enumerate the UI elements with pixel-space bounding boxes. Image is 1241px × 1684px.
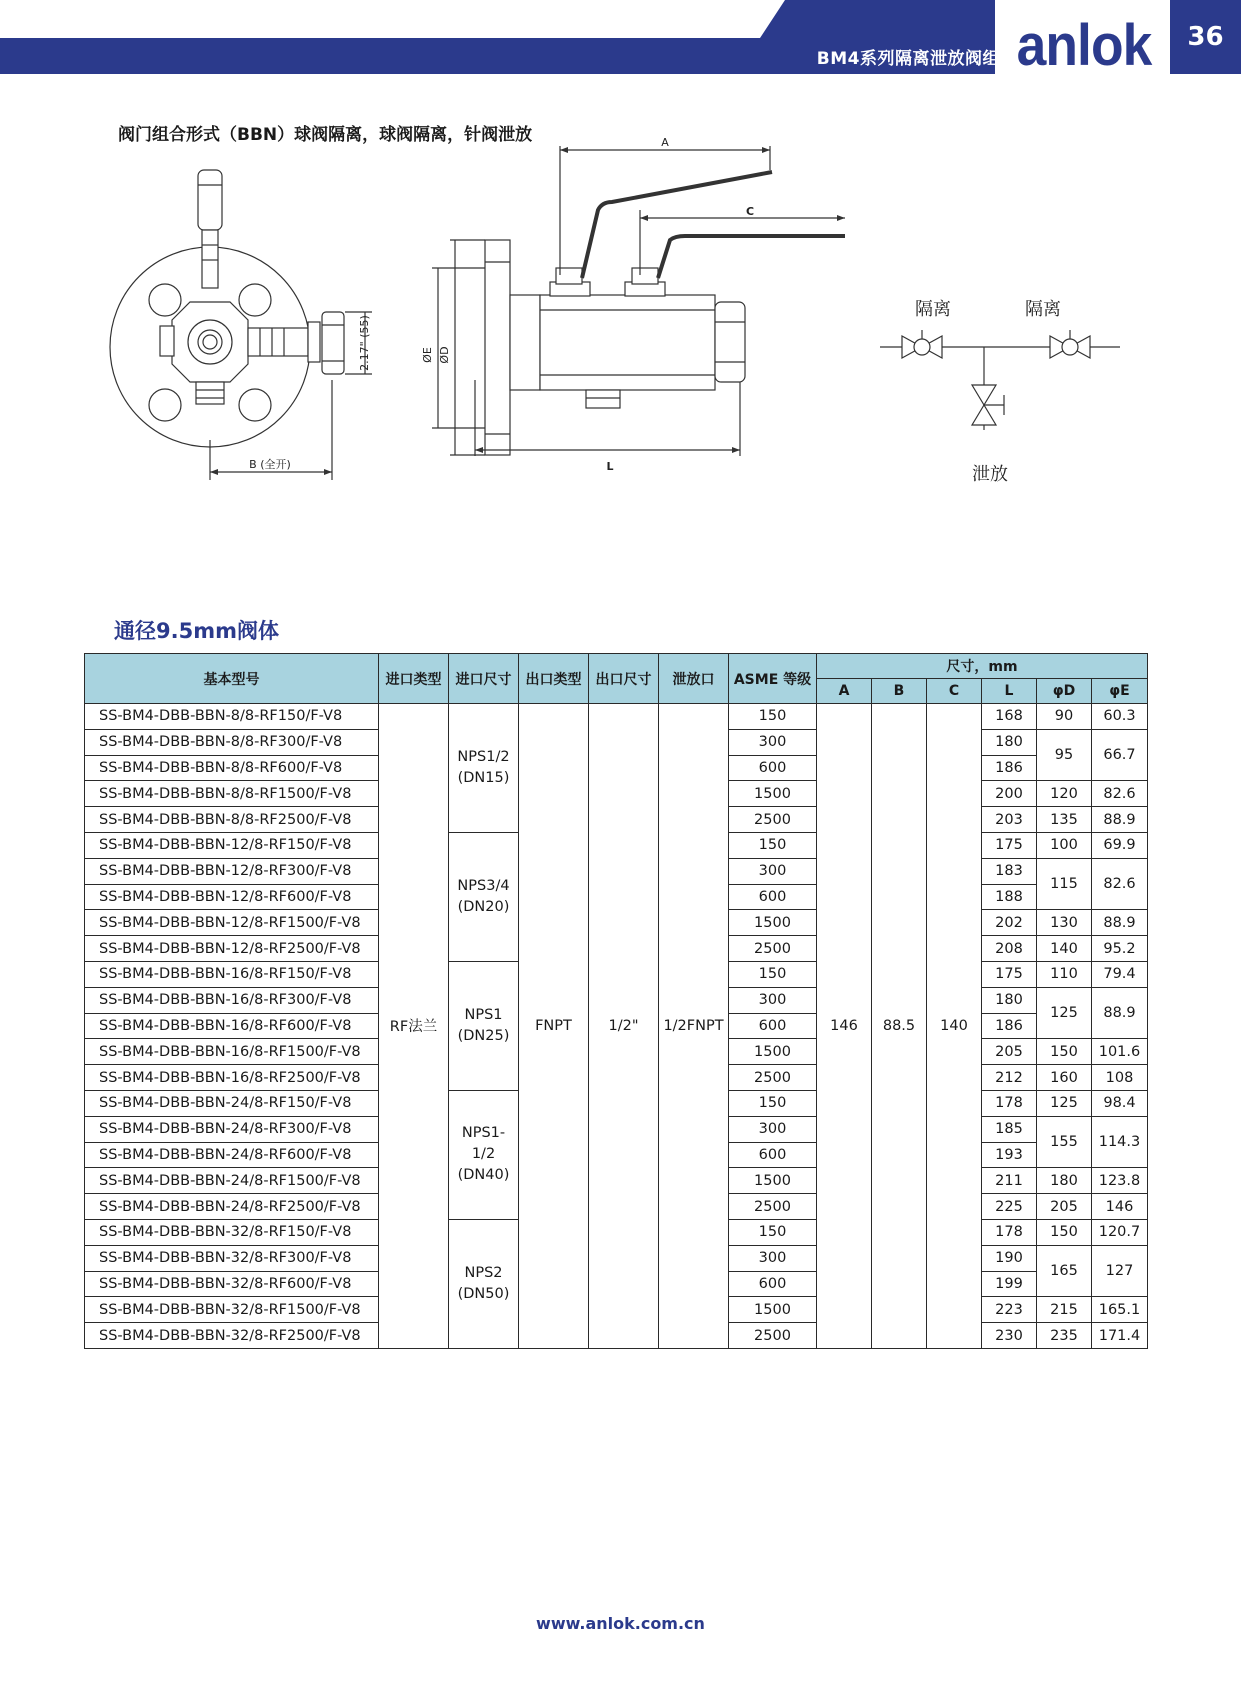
header-a: A [817, 679, 872, 704]
isolation-left-label: 隔离 [915, 299, 951, 320]
dim-l-cell: 211 [982, 1168, 1037, 1194]
dim-d-cell: 125 [1037, 987, 1092, 1039]
dim-l-cell: 199 [982, 1271, 1037, 1297]
dim-e-label: ØE [421, 347, 434, 363]
dim-e-cell: 69.9 [1092, 832, 1148, 858]
model-cell: SS-BM4-DBB-BBN-8/8-RF2500/F-V8 [85, 807, 379, 833]
dim-d-cell: 130 [1037, 910, 1092, 936]
asme-cell: 150 [729, 704, 817, 730]
header-c: C [927, 679, 982, 704]
model-cell: SS-BM4-DBB-BBN-16/8-RF2500/F-V8 [85, 1065, 379, 1091]
model-cell: SS-BM4-DBB-BBN-12/8-RF150/F-V8 [85, 832, 379, 858]
dim-e-cell: 60.3 [1092, 704, 1148, 730]
section-title: 阀门组合形式（BBN）球阀隔离，球阀隔离，针阀泄放 [118, 125, 533, 145]
model-cell: SS-BM4-DBB-BBN-12/8-RF300/F-V8 [85, 858, 379, 884]
dim-l-cell: 190 [982, 1245, 1037, 1271]
dim-e-cell: 114.3 [1092, 1116, 1148, 1168]
model-cell: SS-BM4-DBB-BBN-8/8-RF150/F-V8 [85, 704, 379, 730]
dim-d-cell: 150 [1037, 1039, 1092, 1065]
model-cell: SS-BM4-DBB-BBN-8/8-RF600/F-V8 [85, 755, 379, 781]
dim-e-cell: 120.7 [1092, 1219, 1148, 1245]
asme-cell: 600 [729, 1142, 817, 1168]
header-dims: 尺寸，mm [817, 654, 1148, 679]
asme-cell: 600 [729, 1271, 817, 1297]
asme-cell: 300 [729, 987, 817, 1013]
inlet-size-cell: NPS1 (DN25) [449, 961, 519, 1090]
model-cell: SS-BM4-DBB-BBN-24/8-RF2500/F-V8 [85, 1194, 379, 1220]
header-b: B [872, 679, 927, 704]
dim-d-cell: 165 [1037, 1245, 1092, 1297]
dim-b-cell: 88.5 [872, 704, 927, 1349]
dim-l-cell: 203 [982, 807, 1037, 833]
dim-b-label: B (全开) [249, 458, 291, 471]
model-cell: SS-BM4-DBB-BBN-16/8-RF150/F-V8 [85, 961, 379, 987]
header-asme: ASME 等级 [729, 654, 817, 704]
header-outlet-size: 出口尺寸 [589, 654, 659, 704]
dim-l-cell: 188 [982, 884, 1037, 910]
header-outlet-type: 出口类型 [519, 654, 589, 704]
dim-l-cell: 175 [982, 832, 1037, 858]
dim-l-cell: 178 [982, 1090, 1037, 1116]
inlet-size-cell: NPS2 (DN50) [449, 1219, 519, 1348]
model-cell: SS-BM4-DBB-BBN-16/8-RF600/F-V8 [85, 1013, 379, 1039]
model-cell: SS-BM4-DBB-BBN-12/8-RF1500/F-V8 [85, 910, 379, 936]
model-cell: SS-BM4-DBB-BBN-24/8-RF600/F-V8 [85, 1142, 379, 1168]
header-l: L [982, 679, 1037, 704]
dim-a-label: A [661, 136, 669, 149]
dim-d-cell: 215 [1037, 1297, 1092, 1323]
spec-table-body [85, 704, 1148, 1349]
asme-cell: 150 [729, 1090, 817, 1116]
dim-e-cell: 95.2 [1092, 936, 1148, 962]
header-inlet-size: 进口尺寸 [449, 654, 519, 704]
header-d: φD [1037, 679, 1092, 704]
model-cell: SS-BM4-DBB-BBN-32/8-RF1500/F-V8 [85, 1297, 379, 1323]
inlet-size-cell: NPS3/4 (DN20) [449, 832, 519, 961]
asme-cell: 300 [729, 858, 817, 884]
dim-d-cell: 140 [1037, 936, 1092, 962]
inlet-type-cell: RF法兰 [379, 704, 449, 1349]
dim-e-cell: 66.7 [1092, 729, 1148, 781]
dim-c-cell: 140 [927, 704, 982, 1349]
model-cell: SS-BM4-DBB-BBN-8/8-RF1500/F-V8 [85, 781, 379, 807]
dim-l-cell: 225 [982, 1194, 1037, 1220]
outlet-size-cell: 1/2" [589, 704, 659, 1349]
inlet-size-cell: NPS1/2 (DN15) [449, 704, 519, 833]
dim-l-cell: 178 [982, 1219, 1037, 1245]
dim-l-cell: 202 [982, 910, 1037, 936]
dim-l-cell: 175 [982, 961, 1037, 987]
model-cell: SS-BM4-DBB-BBN-12/8-RF600/F-V8 [85, 884, 379, 910]
dim-l-cell: 168 [982, 704, 1037, 730]
dim-d-cell: 235 [1037, 1323, 1092, 1349]
dim-e-cell: 98.4 [1092, 1090, 1148, 1116]
asme-cell: 1500 [729, 1297, 817, 1323]
dim-e-cell: 88.9 [1092, 807, 1148, 833]
asme-cell: 1500 [729, 781, 817, 807]
asme-cell: 1500 [729, 1168, 817, 1194]
brand-logo: anlok [1016, 13, 1152, 78]
model-cell: SS-BM4-DBB-BBN-32/8-RF2500/F-V8 [85, 1323, 379, 1349]
model-cell: SS-BM4-DBB-BBN-24/8-RF1500/F-V8 [85, 1168, 379, 1194]
dim-d-cell: 90 [1037, 704, 1092, 730]
front-view [110, 170, 344, 447]
dim-e-cell: 165.1 [1092, 1297, 1148, 1323]
dim-l-cell: 193 [982, 1142, 1037, 1168]
model-cell: SS-BM4-DBB-BBN-24/8-RF300/F-V8 [85, 1116, 379, 1142]
asme-cell: 150 [729, 1219, 817, 1245]
subsection-title: 通径9.5mm阀体 [114, 619, 279, 643]
asme-cell: 300 [729, 729, 817, 755]
dim-d-cell: 125 [1037, 1090, 1092, 1116]
dim-d-cell: 95 [1037, 729, 1092, 781]
dim-d-cell: 115 [1037, 858, 1092, 910]
header-vent: 泄放口 [659, 654, 729, 704]
dim-l-cell: 185 [982, 1116, 1037, 1142]
asme-cell: 300 [729, 1116, 817, 1142]
model-cell: SS-BM4-DBB-BBN-32/8-RF150/F-V8 [85, 1219, 379, 1245]
dim-l-cell: 180 [982, 987, 1037, 1013]
dim-e-cell: 171.4 [1092, 1323, 1148, 1349]
dim-l-cell: 183 [982, 858, 1037, 884]
header-inlet-type: 进口类型 [379, 654, 449, 704]
dim-e-cell: 101.6 [1092, 1039, 1148, 1065]
header-e: φE [1092, 679, 1148, 704]
dim-e-cell: 146 [1092, 1194, 1148, 1220]
dim-e-cell: 88.9 [1092, 987, 1148, 1039]
dim-l-cell: 205 [982, 1039, 1037, 1065]
model-cell: SS-BM4-DBB-BBN-24/8-RF150/F-V8 [85, 1090, 379, 1116]
asme-cell: 300 [729, 1245, 817, 1271]
dim-e-cell: 127 [1092, 1245, 1148, 1297]
asme-cell: 1500 [729, 1039, 817, 1065]
dim-e-cell: 108 [1092, 1065, 1148, 1091]
valve-schematic [880, 330, 1120, 430]
dim-e-cell: 123.8 [1092, 1168, 1148, 1194]
dim-c-label: C [745, 205, 755, 218]
dim-d-cell: 150 [1037, 1219, 1092, 1245]
dim-l-label: L [606, 460, 614, 473]
model-cell: SS-BM4-DBB-BBN-16/8-RF300/F-V8 [85, 987, 379, 1013]
footer-url: www.anlok.com.cn [536, 1614, 705, 1633]
asme-cell: 2500 [729, 936, 817, 962]
dim-h-label: 2.17" (55) [358, 315, 371, 371]
dim-l-cell: 186 [982, 1013, 1037, 1039]
asme-cell: 150 [729, 832, 817, 858]
dim-e-cell: 88.9 [1092, 910, 1148, 936]
dim-d-label: ØD [438, 346, 451, 364]
asme-cell: 2500 [729, 1323, 817, 1349]
asme-cell: 150 [729, 961, 817, 987]
dim-d-cell: 160 [1037, 1065, 1092, 1091]
dim-d-cell: 100 [1037, 832, 1092, 858]
dim-e-cell: 79.4 [1092, 961, 1148, 987]
dim-d-cell: 180 [1037, 1168, 1092, 1194]
vent-cell: 1/2FNPT [659, 704, 729, 1349]
side-view [485, 172, 845, 455]
header-model: 基本型号 [85, 654, 379, 704]
asme-cell: 2500 [729, 1194, 817, 1220]
dim-d-cell: 155 [1037, 1116, 1092, 1168]
model-cell: SS-BM4-DBB-BBN-32/8-RF300/F-V8 [85, 1245, 379, 1271]
model-cell: SS-BM4-DBB-BBN-16/8-RF1500/F-V8 [85, 1039, 379, 1065]
dim-l-cell: 230 [982, 1323, 1037, 1349]
dim-l-cell: 212 [982, 1065, 1037, 1091]
inlet-size-cell: NPS1- 1/2 (DN40) [449, 1090, 519, 1219]
vent-label: 泄放 [972, 464, 1008, 485]
asme-cell: 600 [729, 884, 817, 910]
model-cell: SS-BM4-DBB-BBN-32/8-RF600/F-V8 [85, 1271, 379, 1297]
dim-l-cell: 223 [982, 1297, 1037, 1323]
asme-cell: 2500 [729, 807, 817, 833]
dim-e-cell: 82.6 [1092, 858, 1148, 910]
dim-a-cell: 146 [817, 704, 872, 1349]
asme-cell: 1500 [729, 910, 817, 936]
spec-table [84, 653, 1148, 1349]
dim-l-cell: 180 [982, 729, 1037, 755]
model-cell: SS-BM4-DBB-BBN-8/8-RF300/F-V8 [85, 729, 379, 755]
dim-d-cell: 135 [1037, 807, 1092, 833]
outlet-type-cell: FNPT [519, 704, 589, 1349]
model-cell: SS-BM4-DBB-BBN-12/8-RF2500/F-V8 [85, 936, 379, 962]
asme-cell: 2500 [729, 1065, 817, 1091]
isolation-right-label: 隔离 [1025, 299, 1061, 320]
dim-l-cell: 200 [982, 781, 1037, 807]
dim-l-cell: 208 [982, 936, 1037, 962]
page-number: 36 [1187, 22, 1224, 52]
dim-l-cell: 186 [982, 755, 1037, 781]
dim-d-cell: 110 [1037, 961, 1092, 987]
dim-d-cell: 120 [1037, 781, 1092, 807]
asme-cell: 600 [729, 755, 817, 781]
technical-drawing [110, 136, 1130, 490]
header-title: BM4系列隔离泄放阀组 [816, 49, 1000, 69]
asme-cell: 600 [729, 1013, 817, 1039]
dim-d-cell: 205 [1037, 1194, 1092, 1220]
table-row [85, 704, 1148, 730]
dim-e-cell: 82.6 [1092, 781, 1148, 807]
